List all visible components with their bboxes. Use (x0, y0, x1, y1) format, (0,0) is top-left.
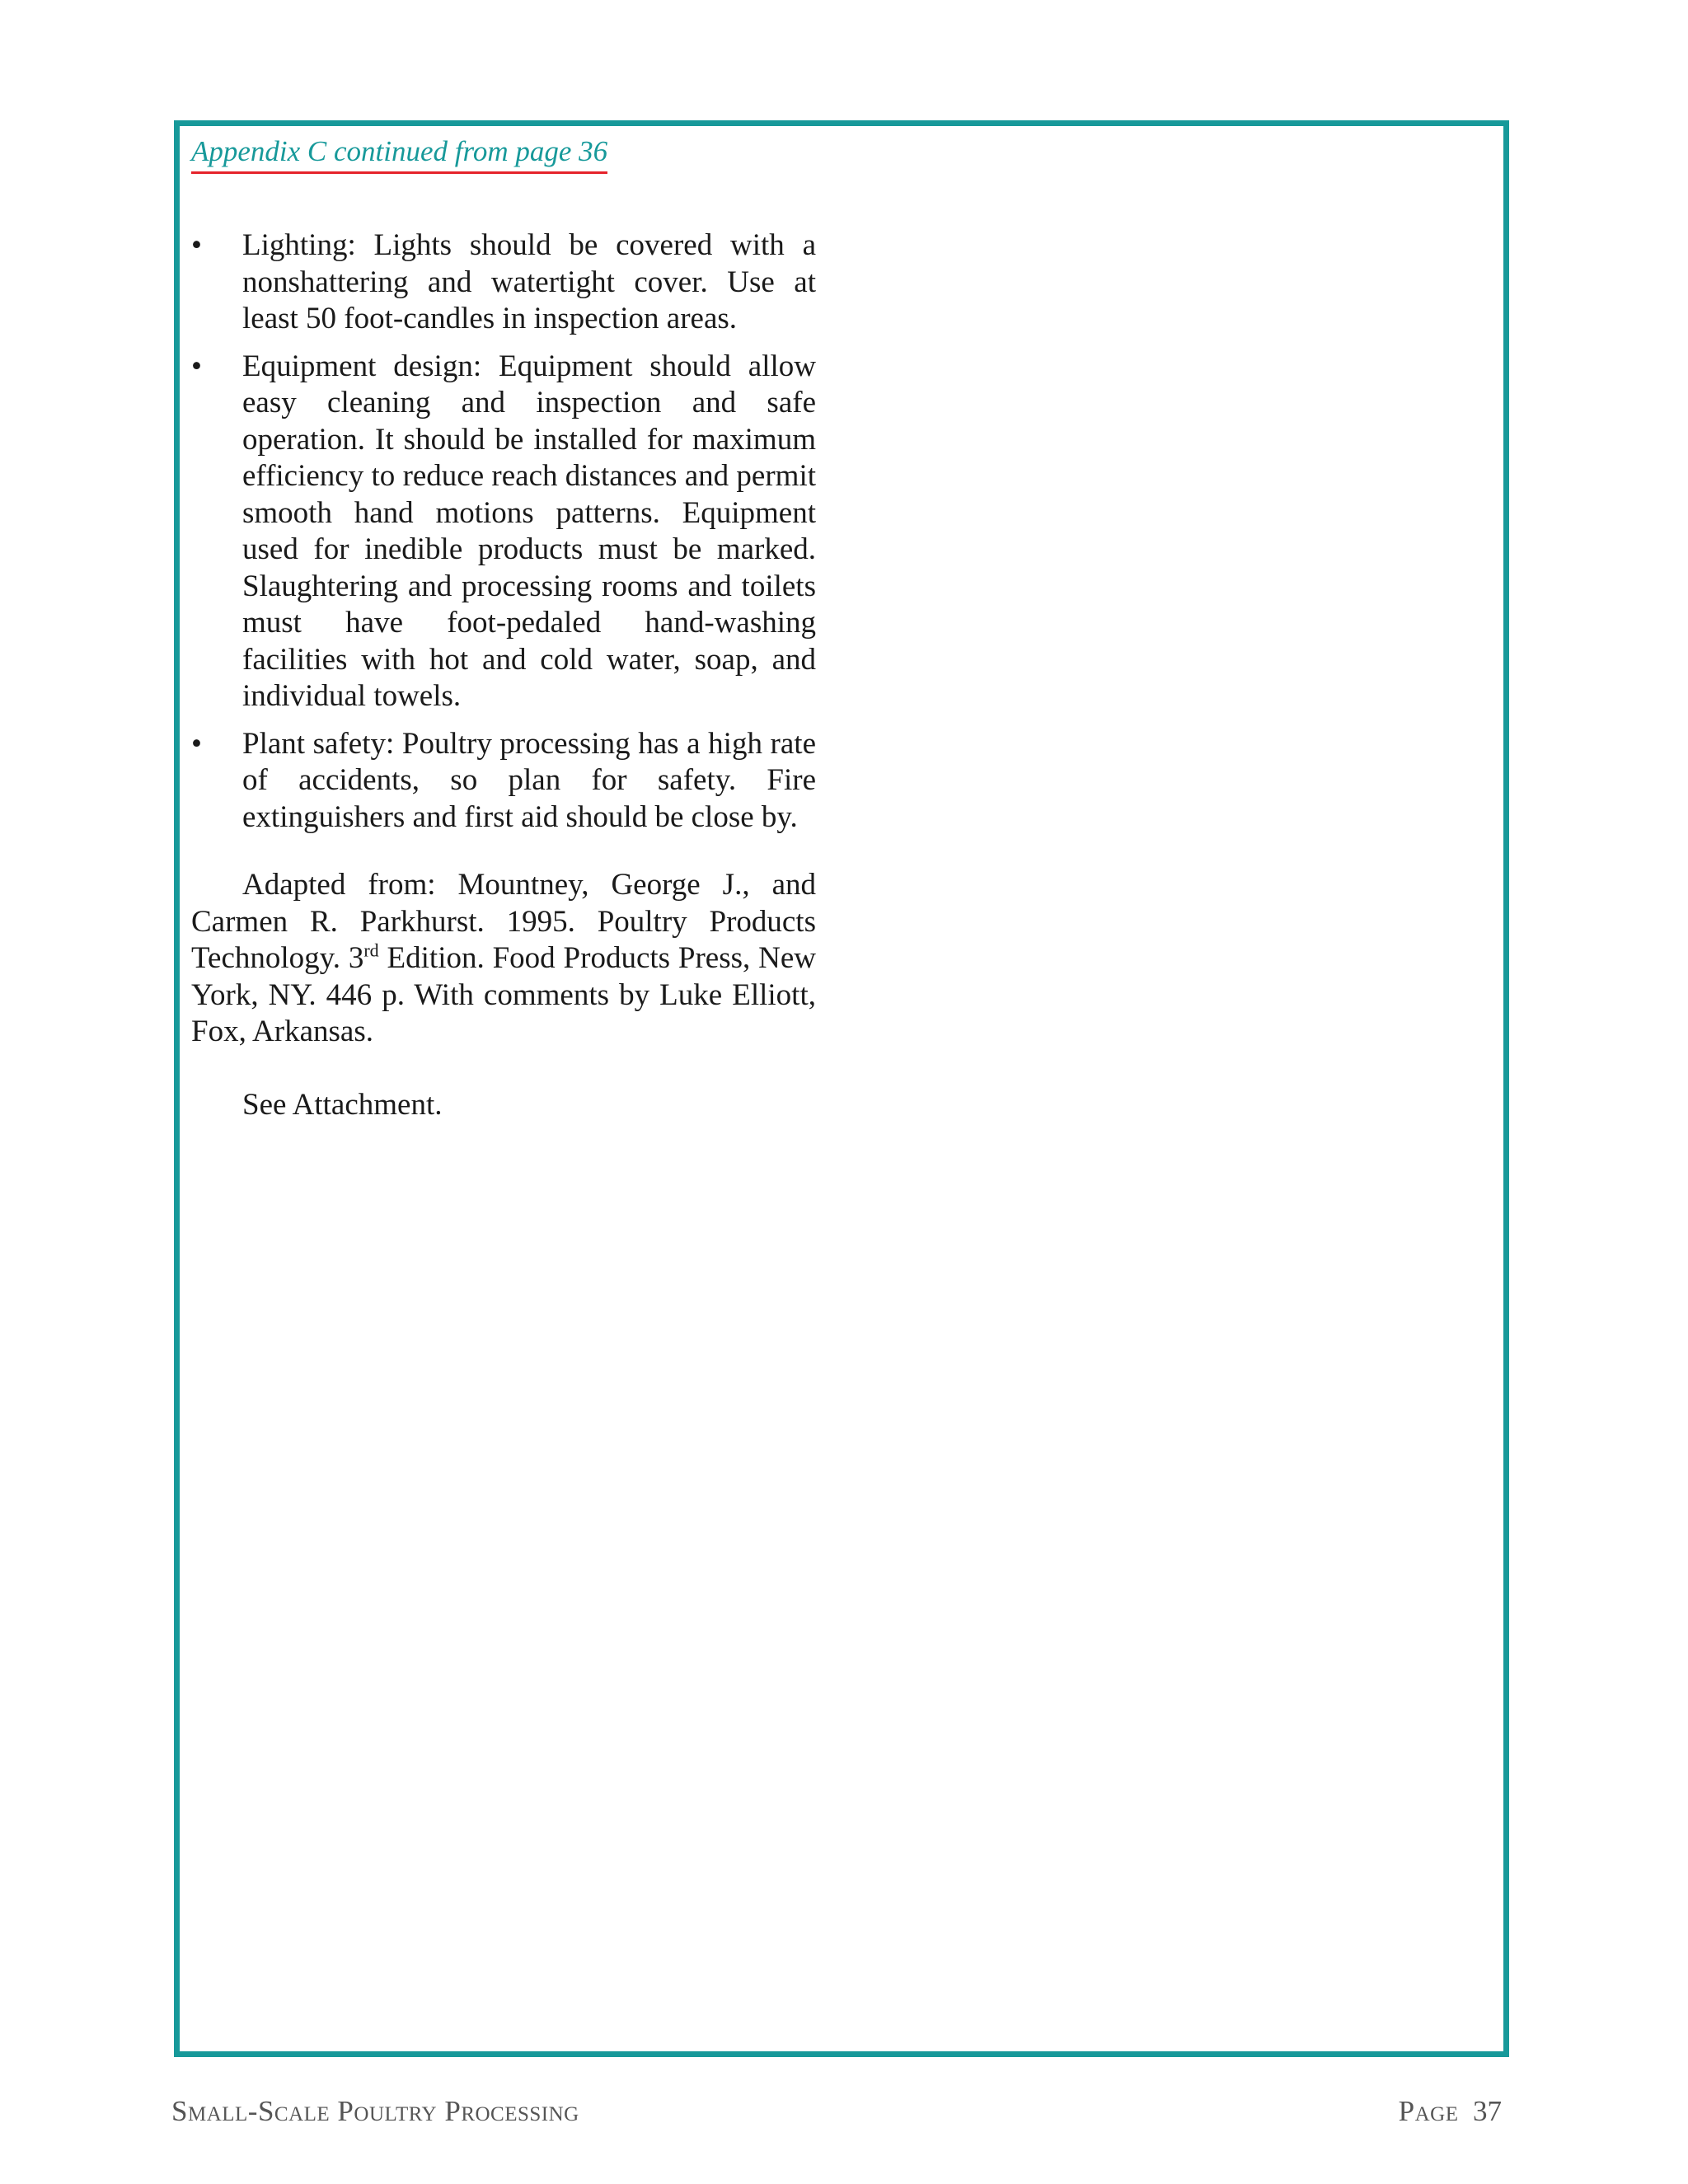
list-item-text: Equipment design: Equipment should allow easy cleaning and inspection and safe operation. It should be installed for maximum efficiency to reduce reach distances and permit smooth hand motions patterns. Equipment used for inedible products must be marked. Slaughtering and processing rooms and toilets must have foot-pedaled hand-washing facilities with hot and cold water, soap, and individual towels. (242, 349, 816, 713)
main-column (191, 227, 816, 1123)
list-item (191, 227, 816, 338)
footer-title: Small-Scale Poultry Processing (171, 2095, 579, 2127)
bullet-icon: • (191, 228, 202, 262)
footer-page (1399, 2095, 1502, 2128)
list-item-text: Lighting: Lights should be covered with a nonshattering and watertight cover. Use at least 50 foot-candles in inspection areas. (242, 228, 816, 335)
see-attachment-text: See Attachment. (242, 1087, 443, 1122)
citation-paragraph (191, 867, 816, 1051)
citation-superscript: rd (363, 940, 379, 961)
bullet-list (191, 227, 816, 836)
list-item (191, 349, 816, 715)
bullet-icon: • (191, 349, 202, 383)
continued-note: Appendix C continued from page 36 (191, 135, 607, 174)
footer-page-number: 37 (1473, 2095, 1502, 2127)
citation-text-start: Adapted from: Mountney, George J., and Carmen R. Parkhurst. 1995. Poultry Products Technology. 3 (191, 868, 816, 975)
bullet-icon: • (191, 726, 202, 761)
list-item-text: Plant safety: Poultry processing has a high rate of accidents, so plan for safety. Fire extinguishers and first aid should be close by. (242, 726, 816, 834)
citation-text-end: Edition. Food Products Press, New York, NY. 446 p. With comments by Luke Elliott, Fox, Arkansas. (191, 941, 816, 1048)
list-item (191, 726, 816, 837)
footer-page-label: Page (1398, 2095, 1459, 2127)
